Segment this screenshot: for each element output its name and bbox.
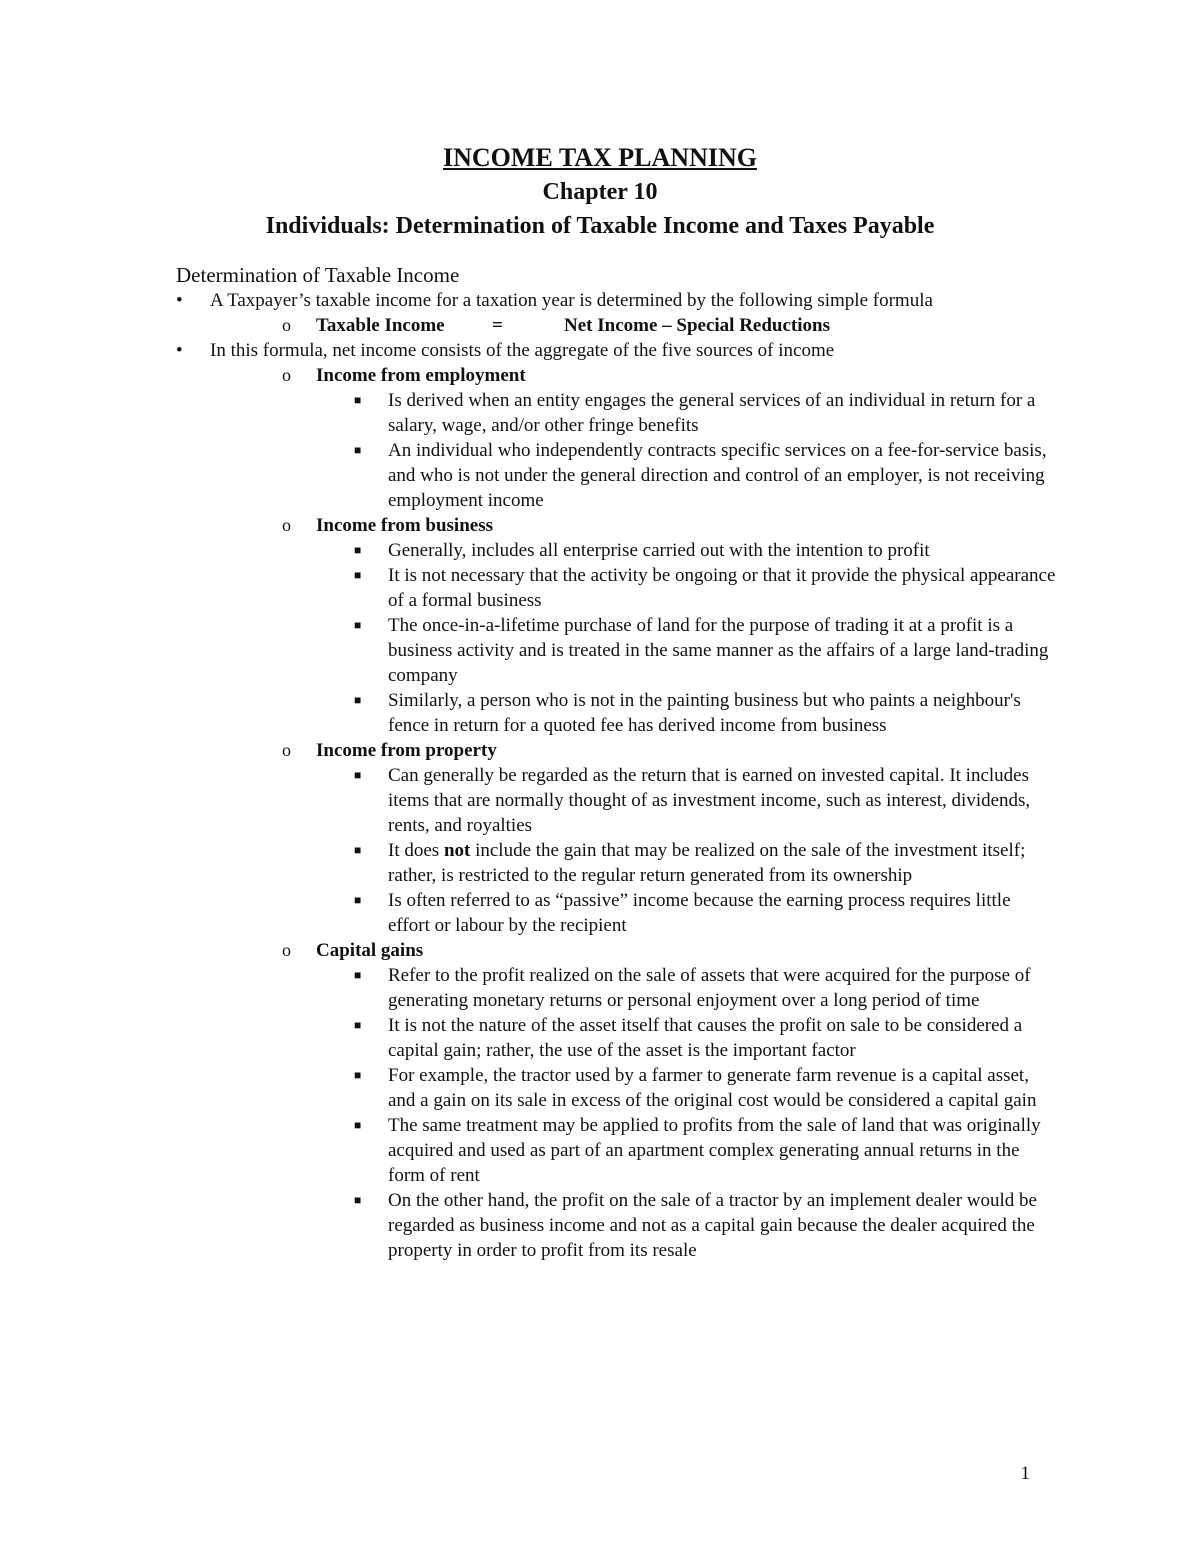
formula-lhs: Taxable Income [316,315,445,336]
document-header [0,142,1200,242]
circle-bullet-icon: o [282,365,291,385]
business-income-item [282,513,1056,738]
section-heading: Determination of Taxable Income [176,263,460,287]
square-bullet-icon: ■ [354,893,362,907]
list-item [352,613,1056,688]
bullet-text: A Taxpayer’s taxable income for a taxation year is determined by the following simple formula [210,290,933,311]
item-text: The once-in-a-lifetime purchase of land for the purpose of trading it at a profit is a business activity and is treated in the same manner as the affairs of a large land-trading company [388,615,1049,686]
item-text: Similarly, a person who is not in the painting business but who paints a neighbour's fence in return for a quoted fee has derived income from business [388,690,1021,736]
list-item [352,963,1056,1013]
square-bullet-icon: ■ [354,1068,362,1082]
circle-bullet-icon: o [282,515,291,535]
capital-gains-details [352,963,1056,1263]
item-text-start: It does [388,840,444,861]
list-item [352,1113,1056,1188]
square-bullet-icon: ■ [354,393,362,407]
circle-bullet-icon: o [282,940,291,960]
item-text: It is not necessary that the activity be ongoing or that it provide the physical appearance of a formal business [388,565,1056,611]
income-sources-list [282,363,1056,1263]
main-bullet-list [176,288,1056,1263]
square-bullet-icon: ■ [354,968,362,982]
list-item [352,1063,1056,1113]
item-text [388,840,1025,886]
item-text: On the other hand, the profit on the sale of a tractor by an implement dealer would be regarded as business income and not as a capital gain because the dealer acquired the property in order to profit from its resale [388,1190,1037,1261]
emphasis-text: not [443,840,471,861]
bullet-text: In this formula, net income consists of the aggregate of the five sources of income [210,340,835,361]
item-text: Is derived when an entity engages the general services of an individual in return for a salary, wage, and/or other fringe benefits [388,390,1036,436]
list-item [352,538,1056,563]
employment-details [352,388,1056,513]
list-item [352,563,1056,613]
square-bullet-icon: ■ [354,1193,362,1207]
circle-bullet-icon: o [282,740,291,760]
item-text-end: include the gain that may be realized on the sale of the investment itself; rather, is restricted to the regular return generated from its ownership [388,840,1026,886]
formula-rhs: Net Income – Special Reductions [564,315,830,336]
list-item [352,688,1056,738]
circle-bullet-icon: o [282,315,291,335]
formula-equals: = [492,315,503,336]
square-bullet-icon: ■ [354,693,362,707]
square-bullet-icon: ■ [354,843,362,857]
item-text: It is not the nature of the asset itself that causes the profit on sale to be considered a capital gain; rather, the use of the asset is the important factor [388,1015,1023,1061]
bullet-icon: • [176,290,183,311]
item-text: Generally, includes all enterprise carried out with the intention to profit [388,540,930,561]
sub-list [282,313,1056,338]
document-title: INCOME TAX PLANNING [443,143,757,172]
list-item [352,438,1056,513]
formula-line [282,313,1056,338]
business-heading: Income from business [316,515,493,536]
square-bullet-icon: ■ [354,618,362,632]
list-item [352,1013,1056,1063]
taxable-income-section [176,262,1056,1263]
square-bullet-icon: ■ [354,443,362,457]
chapter-label: Chapter 10 [542,179,658,205]
list-item [352,388,1056,438]
item-text: Can generally be regarded as the return that is earned on invested capital. It includes items that are normally thought of as investment income, such as interest, dividends, rents, and royalties [388,765,1031,836]
square-bullet-icon: ■ [354,768,362,782]
list-item [352,888,1056,938]
item-text: For example, the tractor used by a farmer to generate farm revenue is a capital asset, and a gain on its sale in excess of the original cost would be considered a capital gain [388,1065,1037,1111]
item-text: The same treatment may be applied to profits from the sale of land that was originally acquired and used as part of an apartment complex generating annual returns in the form of rent [388,1115,1041,1186]
square-bullet-icon: ■ [354,543,362,557]
item-text: Refer to the profit realized on the sale of assets that were acquired for the purpose of generating monetary returns or personal enjoyment over a long period of time [388,965,1031,1011]
list-item [352,838,1056,888]
list-item [352,1188,1056,1263]
list-item [352,763,1056,838]
page-number: 1 [1020,1463,1030,1484]
item-text: Is often referred to as “passive” income because the earning process requires little effort or labour by the recipient [388,890,1011,936]
property-income-item [282,738,1056,938]
chapter-subtitle: Individuals: Determination of Taxable Income and Taxes Payable [265,213,935,239]
property-heading: Income from property [316,740,497,761]
list-item [176,338,1056,1263]
bullet-icon: • [176,340,183,361]
capital-gains-item [282,938,1056,1263]
square-bullet-icon: ■ [354,568,362,582]
business-details [352,538,1056,738]
capital-gains-heading: Capital gains [316,940,424,961]
list-item [176,288,1056,338]
square-bullet-icon: ■ [354,1118,362,1132]
item-text: An individual who independently contracts specific services on a fee-for-service basis, and who is not under the general direction and control of an employer, is not receiving employment income [388,440,1047,511]
employment-income-item [282,363,1056,513]
employment-heading: Income from employment [316,365,526,386]
square-bullet-icon: ■ [354,1018,362,1032]
property-details [352,763,1056,938]
